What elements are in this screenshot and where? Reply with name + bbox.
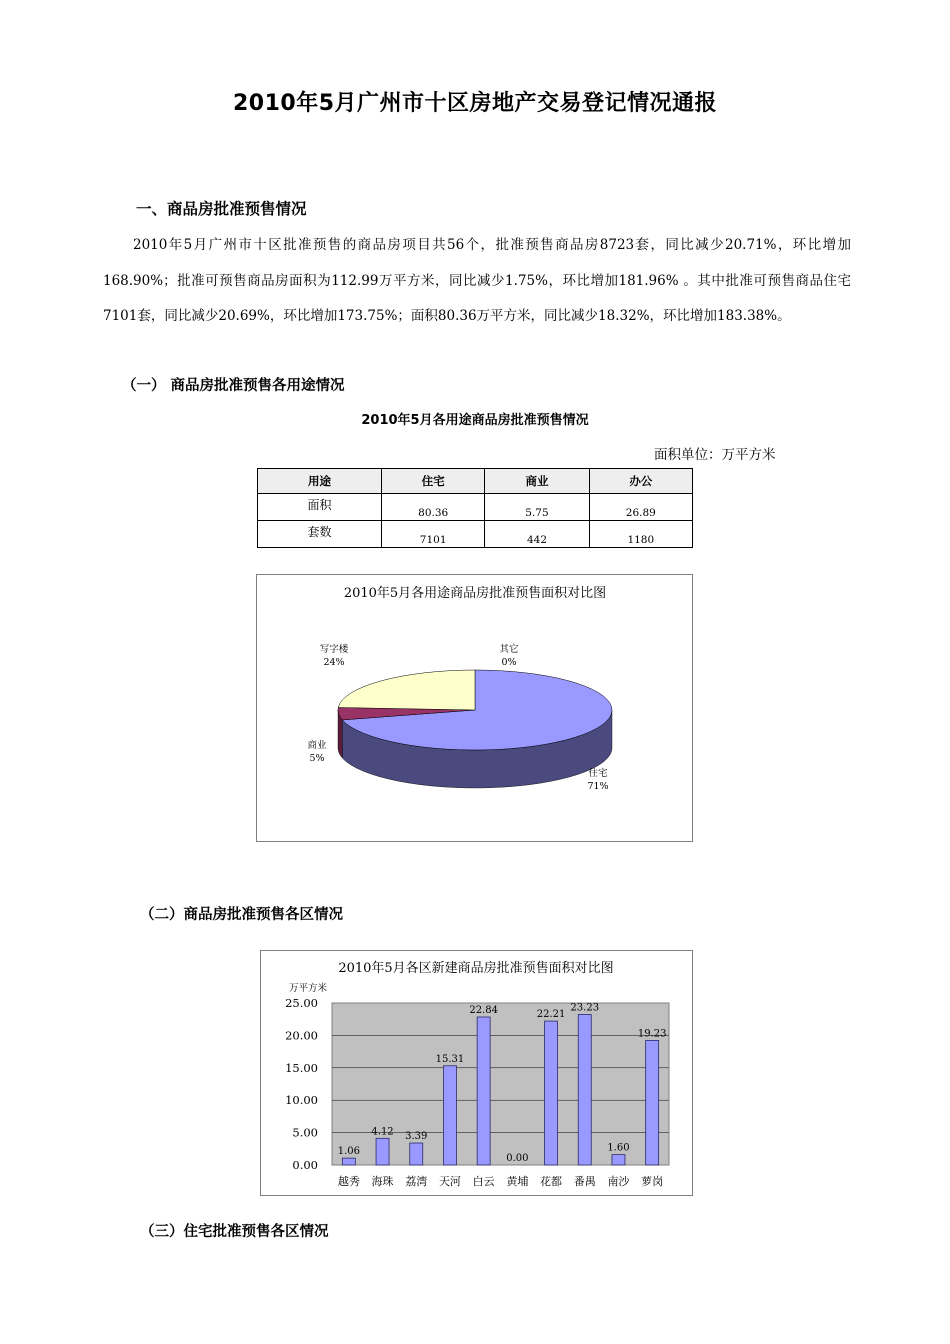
pie-label-name: 写字楼 <box>319 644 349 655</box>
bar-value-label: 22.21 <box>536 1009 566 1021</box>
x-tick-label: 荔湾 <box>405 1175 428 1188</box>
table-cell: 7101 <box>382 521 485 548</box>
section-heading-presale: 一、商品房批准预售情况 <box>136 200 307 218</box>
bar <box>342 1158 355 1165</box>
y-tick-label: 20.00 <box>285 1028 318 1043</box>
x-tick-label: 南沙 <box>607 1175 630 1188</box>
pie-label-name: 住宅 <box>588 768 608 779</box>
table-header-cell: 商业 <box>485 469 589 494</box>
x-tick-label: 花都 <box>540 1175 563 1188</box>
x-tick-label: 白云 <box>472 1175 495 1188</box>
bar <box>410 1143 423 1165</box>
table-cell: 80.36 <box>382 494 485 521</box>
bar-value-label: 0.00 <box>506 1153 529 1164</box>
bar-value-label: 1.60 <box>607 1142 630 1154</box>
pie-chart <box>257 575 692 841</box>
y-tick-label: 5.00 <box>292 1125 318 1140</box>
table-caption: 2010年5月各用途商品房批准预售情况 <box>361 413 589 428</box>
table-header-row <box>258 469 693 494</box>
bar-value-label: 4.12 <box>371 1126 394 1138</box>
bar-chart-box <box>260 950 693 1196</box>
bar <box>578 1014 591 1165</box>
table-cell: 26.89 <box>589 494 692 521</box>
bar-chart-ylabel: 万平方米 <box>289 983 328 994</box>
bar-value-label: 3.39 <box>405 1131 428 1143</box>
bar <box>612 1155 625 1165</box>
table-header-cell: 住宅 <box>382 469 485 494</box>
pie-chart-box <box>256 574 693 842</box>
pie-label-percent: 24% <box>323 657 345 668</box>
subsection-heading-district: （二）商品房批准预售各区情况 <box>140 907 343 923</box>
bar-value-label: 23.23 <box>570 1002 600 1014</box>
x-tick-label: 越秀 <box>337 1175 360 1188</box>
bar <box>545 1021 558 1165</box>
subsection-heading-usage: （一） 商品房批准预售各用途情况 <box>122 378 345 394</box>
presale-summary-paragraph: 2010年5月广州市十区批准预售的商品房项目共56个，批准预售商品房8723套，同比减少20.71%，环比增加168.90%；批准可预售商品房面积为112.99万平方米，同比减少1.75%，环比增加181.96% 。其中批准可预售商品住宅7101套，同比减少20.69%，环比增加173.75%；面积80.36万平方米，同比减少18.32%，环比增加183.38%。 <box>103 237 851 324</box>
x-tick-label: 黄埔 <box>506 1175 529 1188</box>
x-tick-label: 萝岗 <box>641 1175 664 1188</box>
bar-value-label: 1.06 <box>337 1146 360 1158</box>
table-cell: 442 <box>485 521 589 548</box>
x-tick-label: 海珠 <box>371 1175 394 1188</box>
document-title: 2010年5月广州市十区房地产交易登记情况通报 <box>232 91 718 116</box>
table-row-label: 套数 <box>258 521 382 548</box>
pie-label-percent: 5% <box>309 753 325 764</box>
y-tick-label: 25.00 <box>285 996 318 1010</box>
bar <box>646 1040 659 1165</box>
bar-value-label: 15.31 <box>435 1053 465 1065</box>
pie-slice <box>338 670 475 710</box>
table-row-label: 面积 <box>258 494 382 521</box>
table-cell: 5.75 <box>485 494 589 521</box>
table-row <box>258 494 693 521</box>
y-tick-label: 15.00 <box>285 1060 318 1075</box>
pie-label-percent: 0% <box>501 657 517 668</box>
pie-label-percent: 71% <box>587 781 609 792</box>
bar <box>443 1066 456 1165</box>
x-tick-label: 天河 <box>438 1175 461 1188</box>
table-header-cell: 用途 <box>258 469 382 494</box>
subsection-heading-residential: （三）住宅批准预售各区情况 <box>140 1224 329 1240</box>
bar <box>376 1138 389 1165</box>
bar-value-label: 19.23 <box>637 1028 667 1040</box>
bar-chart <box>261 951 692 1195</box>
pie-chart-title: 2010年5月各用途商品房批准预售面积对比图 <box>343 586 607 601</box>
unit-note: 面积单位：万平方米 <box>654 447 776 463</box>
table-cell: 1180 <box>589 521 692 548</box>
bar <box>477 1017 490 1165</box>
pie-label-name: 商业 <box>307 740 327 751</box>
usage-table <box>257 468 693 548</box>
y-tick-label: 10.00 <box>285 1093 318 1108</box>
table-header-cell: 办公 <box>589 469 692 494</box>
table-row <box>258 521 693 548</box>
x-tick-label: 番禺 <box>573 1175 596 1188</box>
y-tick-label: 0.00 <box>292 1158 318 1172</box>
pie-label-name: 其它 <box>499 644 519 655</box>
bar-value-label: 22.84 <box>469 1004 498 1016</box>
bar-chart-title: 2010年5月各区新建商品房批准预售面积对比图 <box>338 961 614 976</box>
